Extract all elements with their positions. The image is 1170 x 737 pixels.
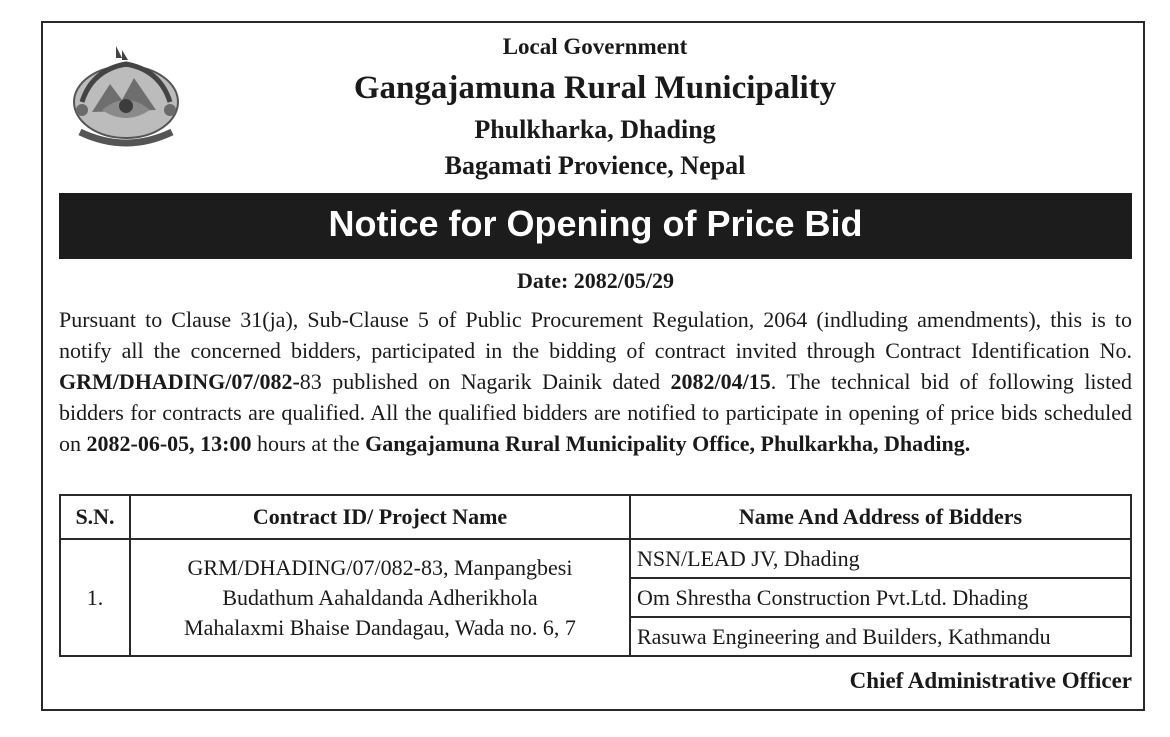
project-line: Budathum Aahaldanda Adherikhola: [222, 584, 538, 610]
contract-id: GRM/DHADING/07/082-: [59, 369, 300, 394]
column-header-bidders: Name And Address of Bidders: [630, 495, 1131, 539]
row-project: [130, 539, 630, 656]
table-row: [60, 539, 1131, 578]
row-sn: 1.: [60, 539, 130, 656]
contract-id-suffix: 83: [299, 369, 322, 394]
project-line: GRM/DHADING/07/082-83, Manpangbesi: [187, 554, 573, 580]
header-local-government: Local Government: [502, 34, 688, 59]
bidders-table: [59, 494, 1132, 657]
header: [300, 30, 890, 184]
bidder-name: Rasuwa Engineering and Builders, Kathmandu: [630, 617, 1131, 656]
notice-title-banner: Notice for Opening of Price Bid: [59, 193, 1132, 259]
notice-date: Date: 2082/05/29: [516, 268, 675, 293]
column-header-sn: S.N.: [60, 495, 130, 539]
body-text-3: . The technical bid of following listed bidders for contracts are qualified. All the qualified bidders are notified to participate in opening of price bids scheduled on: [59, 369, 1132, 456]
body-text-1: Pursuant to Clause 31(ja), Sub-Clause 5 of Public Procurement Regulation, 2064 (indluding amendments), this is to notify all the concerned bidders, participated in the bidding of contract invited through Contract Identification No.: [59, 307, 1132, 363]
signature: Chief Administrative Officer: [849, 668, 1132, 693]
nepal-emblem-icon: [62, 40, 190, 152]
notice-body: [59, 304, 1132, 459]
table-header-row: [60, 495, 1131, 539]
header-address: Phulkharka, Dhading: [474, 115, 716, 144]
column-header-contract: Contract ID/ Project Name: [130, 495, 630, 539]
bidder-name: Om Shrestha Construction Pvt.Ltd. Dhading: [630, 578, 1131, 617]
venue: Gangajamuna Rural Municipality Office, Phulkarkha, Dhading.: [365, 431, 971, 456]
header-municipality-name: Gangajamuna Rural Municipality: [353, 70, 837, 106]
bidder-name: NSN/LEAD JV, Dhading: [630, 539, 1131, 578]
body-text-4: hours at the: [251, 431, 366, 456]
publication-date: 2082/04/15: [670, 369, 771, 394]
body-text-2: published on Nagarik Dainik dated: [321, 369, 671, 394]
project-line: Mahalaxmi Bhaise Dandagau, Wada no. 6, 7: [184, 614, 576, 640]
header-province: Bagamati Provience, Nepal: [444, 151, 746, 180]
schedule-datetime: 2082-06-05, 13:00: [86, 431, 252, 456]
